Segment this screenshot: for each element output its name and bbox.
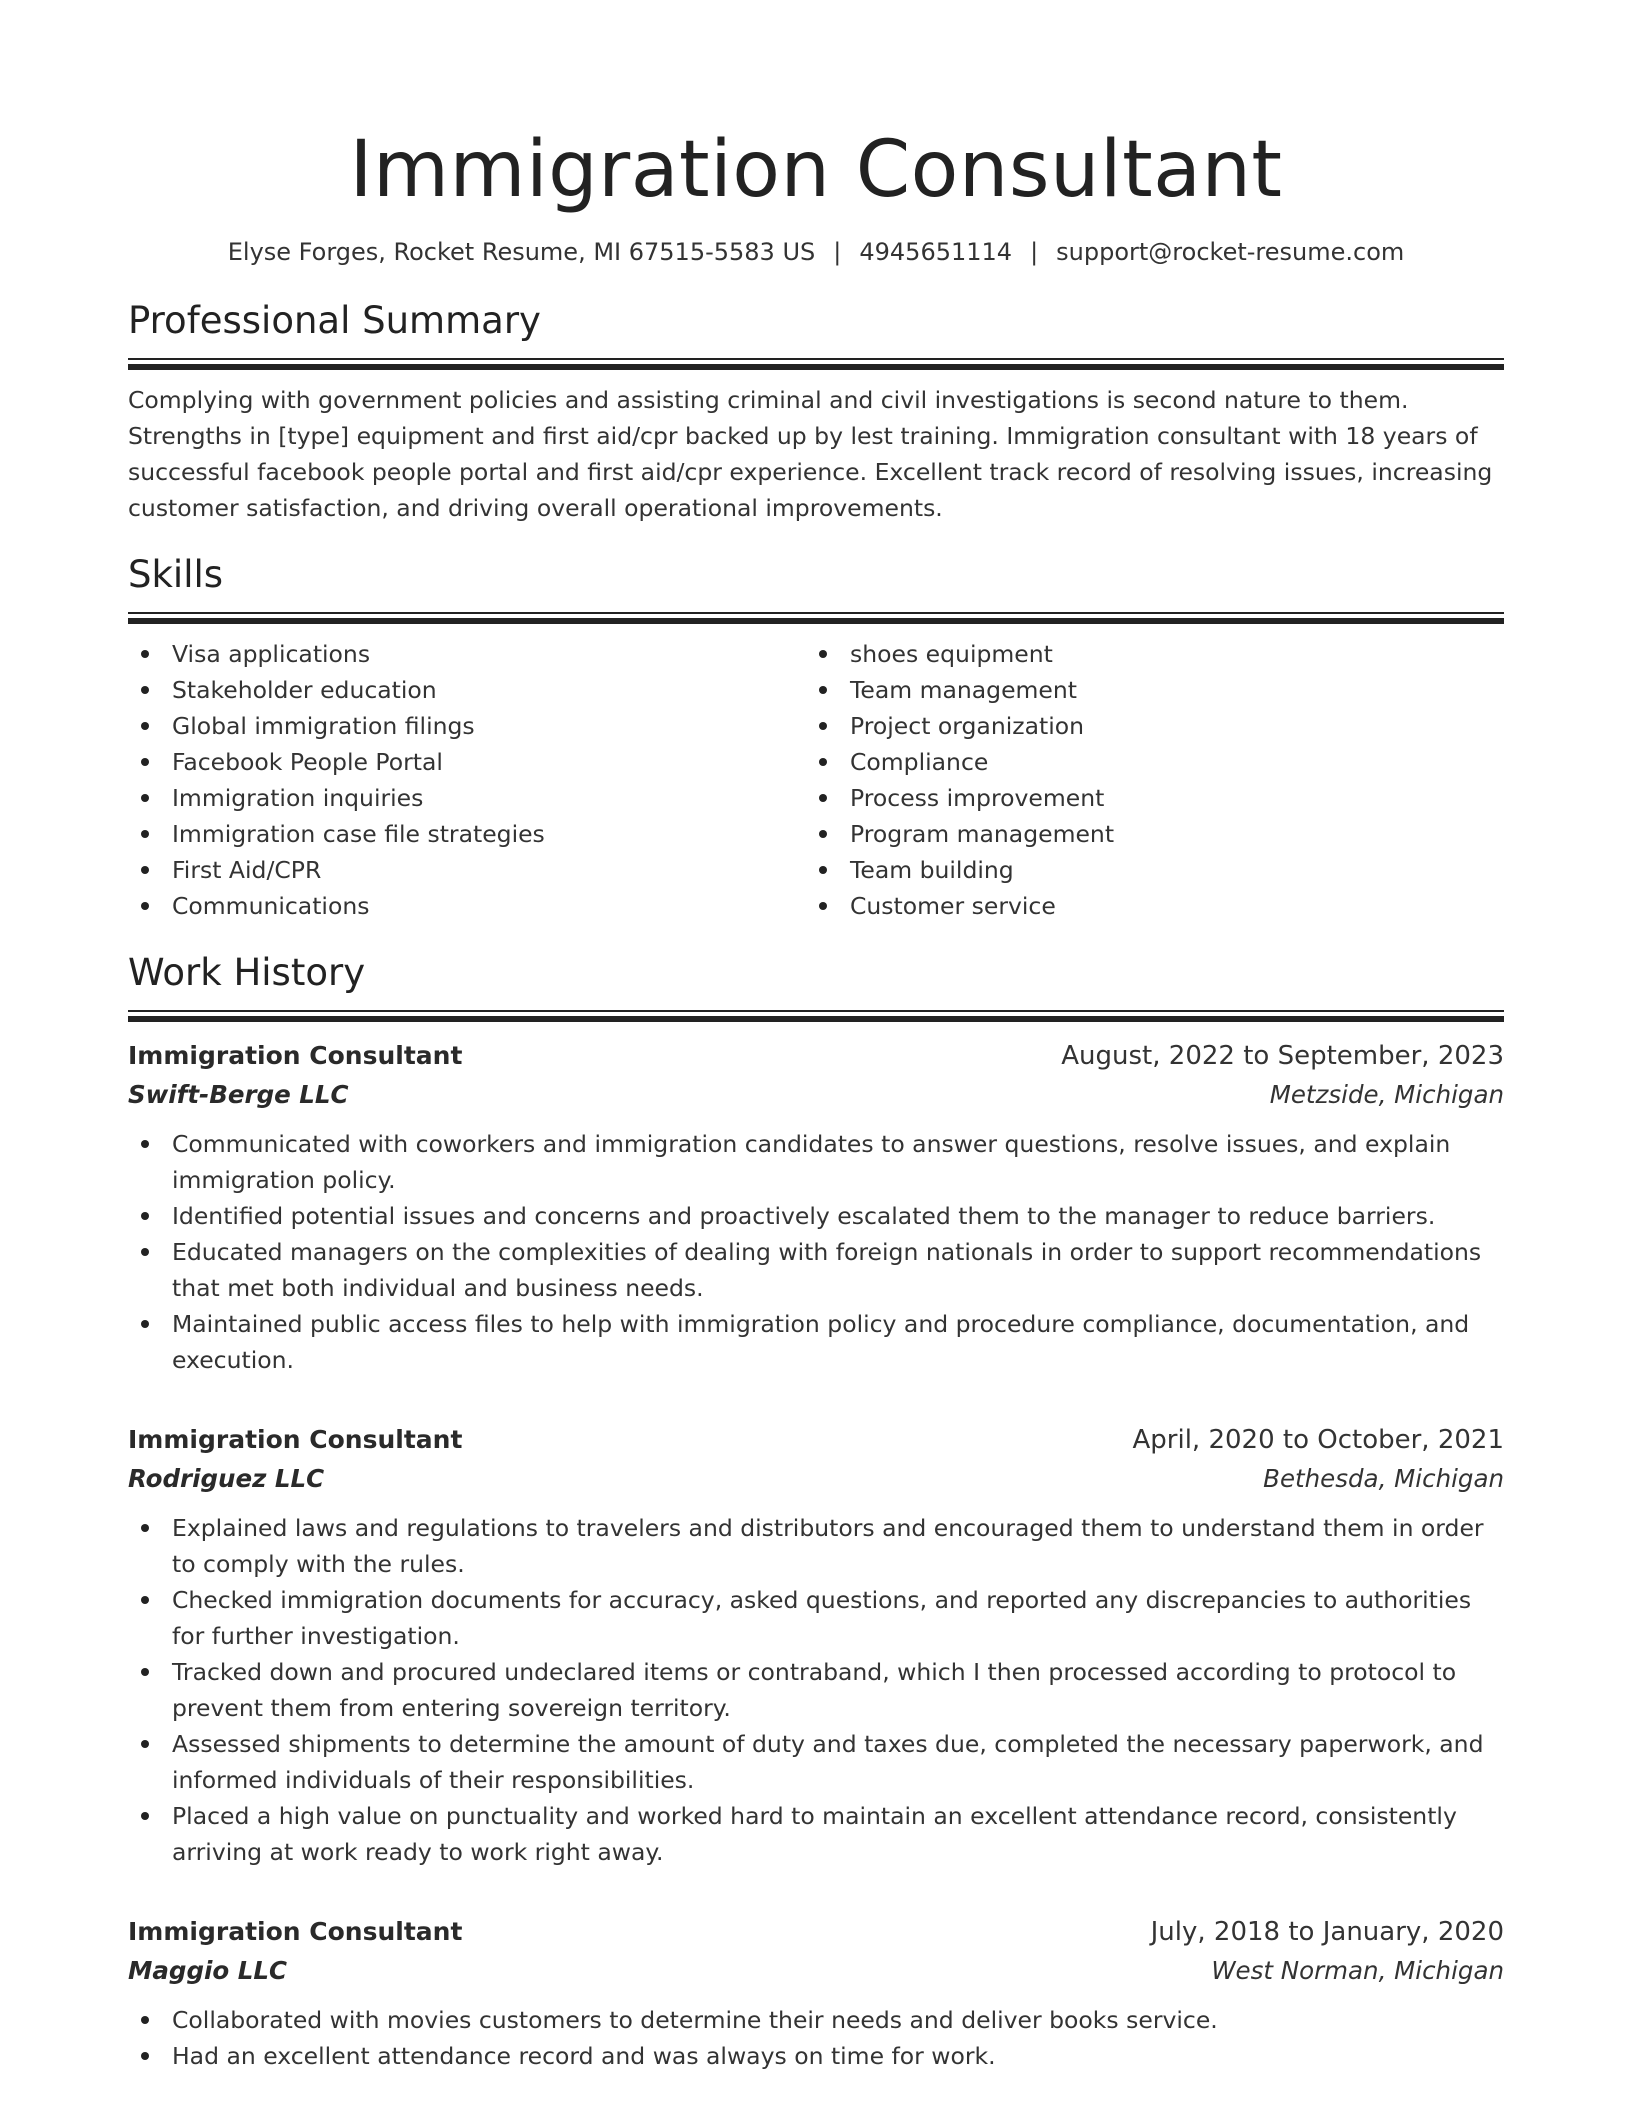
skill-item: First Aid/CPR bbox=[128, 852, 806, 888]
skill-item: Project organization bbox=[806, 708, 1484, 744]
skill-item: Communications bbox=[128, 888, 806, 924]
contact-line bbox=[128, 236, 1504, 268]
job-location: West Norman, Michigan bbox=[1211, 1956, 1504, 1985]
skill-item: Global immigration filings bbox=[128, 708, 806, 744]
job-bullet: Had an excellent attendance record and was always on time for work. bbox=[128, 2038, 1504, 2074]
job-company: Swift-Berge LLC bbox=[128, 1080, 349, 1109]
job-entry bbox=[128, 1420, 1504, 1870]
skills-section bbox=[128, 552, 1504, 924]
skill-item: Team building bbox=[806, 852, 1484, 888]
job-bullet: Communicated with coworkers and immigration candidates to answer questions, resolve issues, and explain immigration policy. bbox=[128, 1126, 1504, 1198]
section-divider bbox=[128, 1010, 1504, 1024]
job-subheader bbox=[128, 1460, 1504, 1498]
contact-phone: 4945651114 bbox=[859, 238, 1013, 266]
job-bullet: Assessed shipments to determine the amount of duty and taxes due, completed the necessary paperwork, and informed individuals of their responsibilities. bbox=[128, 1726, 1504, 1798]
resume-title: Immigration Consultant bbox=[349, 125, 1283, 215]
skill-item: Process improvement bbox=[806, 780, 1484, 816]
skill-item: shoes equipment bbox=[806, 636, 1484, 672]
job-title: Immigration Consultant bbox=[128, 1041, 463, 1070]
job-entry bbox=[128, 1912, 1504, 2074]
summary-section bbox=[128, 298, 1504, 526]
contact-address: Elyse Forges, Rocket Resume, MI 67515-5583 US bbox=[227, 238, 816, 266]
job-bullet: Maintained public access files to help with immigration policy and procedure compliance, documentation, and execution. bbox=[128, 1306, 1504, 1378]
skill-item: Compliance bbox=[806, 744, 1484, 780]
job-location: Bethesda, Michigan bbox=[1263, 1464, 1504, 1493]
job-subheader bbox=[128, 1952, 1504, 1990]
job-subheader bbox=[128, 1076, 1504, 1114]
skill-item: Facebook People Portal bbox=[128, 744, 806, 780]
job-bullets bbox=[128, 2002, 1504, 2074]
section-heading-skills: Skills bbox=[128, 553, 224, 596]
job-bullet: Collaborated with movies customers to determine their needs and deliver books service. bbox=[128, 2002, 1504, 2038]
skills-list-right bbox=[806, 636, 1484, 924]
contact-separator: | bbox=[833, 238, 842, 266]
skills-list-left bbox=[128, 636, 806, 924]
skill-item: Immigration case file strategies bbox=[128, 816, 806, 852]
jobs-list bbox=[128, 1036, 1504, 2074]
job-bullet: Educated managers on the complexities of dealing with foreign nationals in order to support recommendations that met both individual and business needs. bbox=[128, 1234, 1504, 1306]
job-bullets bbox=[128, 1510, 1504, 1870]
job-dates: July, 2018 to January, 2020 bbox=[1150, 1917, 1504, 1947]
job-header bbox=[128, 1036, 1504, 1076]
resume-page bbox=[128, 0, 1504, 2074]
job-entry bbox=[128, 1036, 1504, 1378]
job-dates: August, 2022 to September, 2023 bbox=[1061, 1041, 1504, 1071]
section-divider bbox=[128, 612, 1504, 626]
job-location: Metzside, Michigan bbox=[1269, 1080, 1504, 1109]
job-bullet: Placed a high value on punctuality and worked hard to maintain an excellent attendance record, consistently arriving at work ready to work right away. bbox=[128, 1798, 1504, 1870]
skills-columns bbox=[128, 636, 1504, 924]
job-bullet: Checked immigration documents for accuracy, asked questions, and reported any discrepancies to authorities for further investigation. bbox=[128, 1582, 1504, 1654]
section-heading-work-history: Work History bbox=[128, 951, 366, 994]
contact-email: support@rocket-resume.com bbox=[1056, 238, 1405, 266]
job-company: Rodriguez LLC bbox=[128, 1464, 325, 1493]
skill-item: Immigration inquiries bbox=[128, 780, 806, 816]
job-dates: April, 2020 to October, 2021 bbox=[1132, 1425, 1504, 1455]
job-title: Immigration Consultant bbox=[128, 1917, 463, 1946]
job-company: Maggio LLC bbox=[128, 1956, 287, 1985]
skill-item: Customer service bbox=[806, 888, 1484, 924]
work-history-section bbox=[128, 950, 1504, 2074]
job-bullets bbox=[128, 1126, 1504, 1378]
job-header bbox=[128, 1420, 1504, 1460]
summary-text: Complying with government policies and assisting criminal and civil investigations is second nature to them. Strengths in [type] equipment and first aid/cpr backed up by lest training. Immigration consultant with 18 years of successful facebook people portal and first aid/cpr experience. Excellent track record of resolving issues, increasing customer satisfaction, and driving overall operational improvements. bbox=[128, 386, 1493, 522]
section-heading-summary: Professional Summary bbox=[128, 299, 541, 342]
skill-item: Stakeholder education bbox=[128, 672, 806, 708]
job-bullet: Explained laws and regulations to travelers and distributors and encouraged them to understand them in order to comply with the rules. bbox=[128, 1510, 1504, 1582]
skill-item: Team management bbox=[806, 672, 1484, 708]
job-title: Immigration Consultant bbox=[128, 1425, 463, 1454]
job-bullet: Tracked down and procured undeclared items or contraband, which I then processed according to protocol to prevent them from entering sovereign territory. bbox=[128, 1654, 1504, 1726]
skill-item: Visa applications bbox=[128, 636, 806, 672]
section-divider bbox=[128, 358, 1504, 372]
skill-item: Program management bbox=[806, 816, 1484, 852]
contact-separator: | bbox=[1030, 238, 1039, 266]
job-header bbox=[128, 1912, 1504, 1952]
job-bullet: Identified potential issues and concerns and proactively escalated them to the manager to reduce barriers. bbox=[128, 1198, 1504, 1234]
